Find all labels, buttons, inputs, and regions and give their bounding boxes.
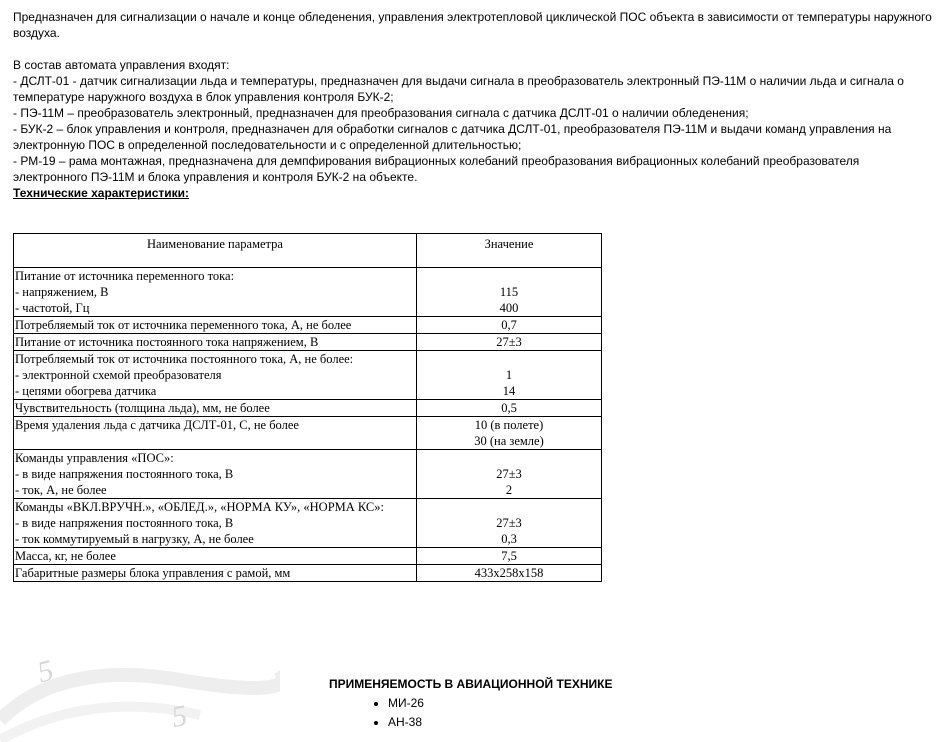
param-line: Команды «ВКЛ.ВРУЧН.», «ОБЛЕД.», «НОРМА КУ», «НОРМА КС»: <box>15 500 384 514</box>
param-cell <box>14 268 417 317</box>
table-row <box>14 450 602 499</box>
table-row <box>14 499 602 548</box>
spec-heading: Технические характеристики: <box>13 186 190 200</box>
table-row <box>14 417 602 450</box>
table-row <box>14 400 602 417</box>
param-line: - напряжением, В <box>15 285 109 299</box>
param-cell <box>14 400 417 417</box>
value-line: 0,7 <box>501 318 517 332</box>
param-cell <box>14 317 417 334</box>
param-line: Питание от источника постоянного тока напряжением, В <box>15 335 319 349</box>
table-header-row <box>14 234 602 268</box>
value-line: 27±3 <box>496 335 522 349</box>
intro-section <box>13 9 933 201</box>
list-item: • МИ-26 <box>388 694 424 713</box>
header-param: Наименование параметра <box>14 234 417 268</box>
param-cell <box>14 499 417 548</box>
value-cell <box>417 317 602 334</box>
composition-item: - ПЭ-11М – преобразователь электронный, предназначен для преобразования сигнала с датчика ДСЛТ-01 о наличии обледенения; <box>13 106 749 120</box>
value-cell <box>417 565 602 582</box>
value-line: 10 (в полете) <box>474 418 544 432</box>
value-line: 0,5 <box>501 401 517 415</box>
value-line: 27±3 <box>496 467 522 481</box>
value-line: 1 <box>505 368 513 382</box>
param-cell <box>14 351 417 400</box>
param-line: - цепями обогрева датчика <box>15 384 157 398</box>
applicability-title: ПРИМЕНЯЕМОСТЬ В АВИАЦИОННОЙ ТЕХНИКЕ <box>329 677 613 691</box>
param-line: Время удаления льда с датчика ДСЛТ-01, С, не более <box>15 418 299 432</box>
value-line: 27±3 <box>496 516 522 530</box>
table-row <box>14 548 602 565</box>
param-line: Питание от источника переменного тока: <box>15 269 235 283</box>
watermark-digit: 5 <box>33 653 57 690</box>
value-line: 400 <box>499 301 519 315</box>
param-line: Команды управления «ПОС»: <box>15 451 174 465</box>
table-row <box>14 565 602 582</box>
value-cell <box>417 334 602 351</box>
watermark-digit: 5 <box>169 698 190 735</box>
param-line: - электронной схемой преобразователя <box>15 368 222 382</box>
param-line: - в виде напряжения постоянного тока, В <box>15 516 234 530</box>
param-line: Чувствительность (толщина льда), мм, не более <box>15 401 270 415</box>
param-cell <box>14 548 417 565</box>
param-line: - ток коммутируемый в нагрузку, А, не более <box>15 532 254 546</box>
composition-item: - БУК-2 – блок управления и контроля, предназначен для обработки сигналов с датчика ДСЛТ-01, преобразователя ПЭ-11М и выдачи команд управления на электронную ПОС в определенной последовательности и с определенной длительностью; <box>13 122 892 152</box>
header-value: Значение <box>417 234 602 268</box>
purpose-text: Предназначен для сигнализации о начале и конце обледенения, управления электротепловой циклической ПОС объекта в зависимости от температуры наружного воздуха. <box>13 10 932 40</box>
value-line: 2 <box>505 483 513 497</box>
composition-title: В состав автомата управления входят: <box>13 58 230 72</box>
value-line: 7,5 <box>501 549 517 563</box>
param-cell <box>14 450 417 499</box>
value-cell <box>417 400 602 417</box>
table-row <box>14 268 602 317</box>
param-line: Потребляемый ток от источника постоянного тока, А, не более: <box>15 352 354 366</box>
table-row <box>14 334 602 351</box>
param-cell <box>14 334 417 351</box>
composition-item: - РМ-19 – рама монтажная, предназначена для демпфирования вибрационных колебаний преобразования вибрационных колебаний преобразователя электронного ПЭ-11М и блока управления и контроля БУК-2 на объекте. <box>13 154 860 184</box>
composition-item: - ДСЛТ-01 - датчик сигнализации льда и температуры, предназначен для выдачи сигнала в преобразователь электронный ПЭ-11М о наличии льда и сигнала о температуре наружного воздуха в блок управления контроля БУК-2; <box>13 74 904 104</box>
value-cell <box>417 450 602 499</box>
param-line: Габаритные размеры блока управления с рамой, мм <box>15 566 291 580</box>
applicability-list <box>368 694 424 732</box>
spec-table <box>13 233 602 582</box>
param-line: - в виде напряжения постоянного тока, В <box>15 467 234 481</box>
value-line: 30 (на земле) <box>474 434 544 448</box>
table-row <box>14 351 602 400</box>
table-row <box>14 317 602 334</box>
param-cell <box>14 565 417 582</box>
value-line: 0,3 <box>501 532 517 546</box>
value-cell <box>417 268 602 317</box>
param-line: - частотой, Гц <box>15 301 90 315</box>
value-cell <box>417 351 602 400</box>
list-item: • АН-38 <box>388 713 424 732</box>
value-cell <box>417 548 602 565</box>
value-line: 433x258x158 <box>474 566 544 580</box>
param-line: Потребляемый ток от источника переменного тока, А, не более <box>15 318 352 332</box>
param-cell <box>14 417 417 450</box>
value-line: 115 <box>499 285 519 299</box>
value-cell <box>417 499 602 548</box>
param-line: - ток, А, не более <box>15 483 107 497</box>
value-line: 14 <box>502 384 516 398</box>
value-cell <box>417 417 602 450</box>
param-line: Масса, кг, не более <box>15 549 116 563</box>
